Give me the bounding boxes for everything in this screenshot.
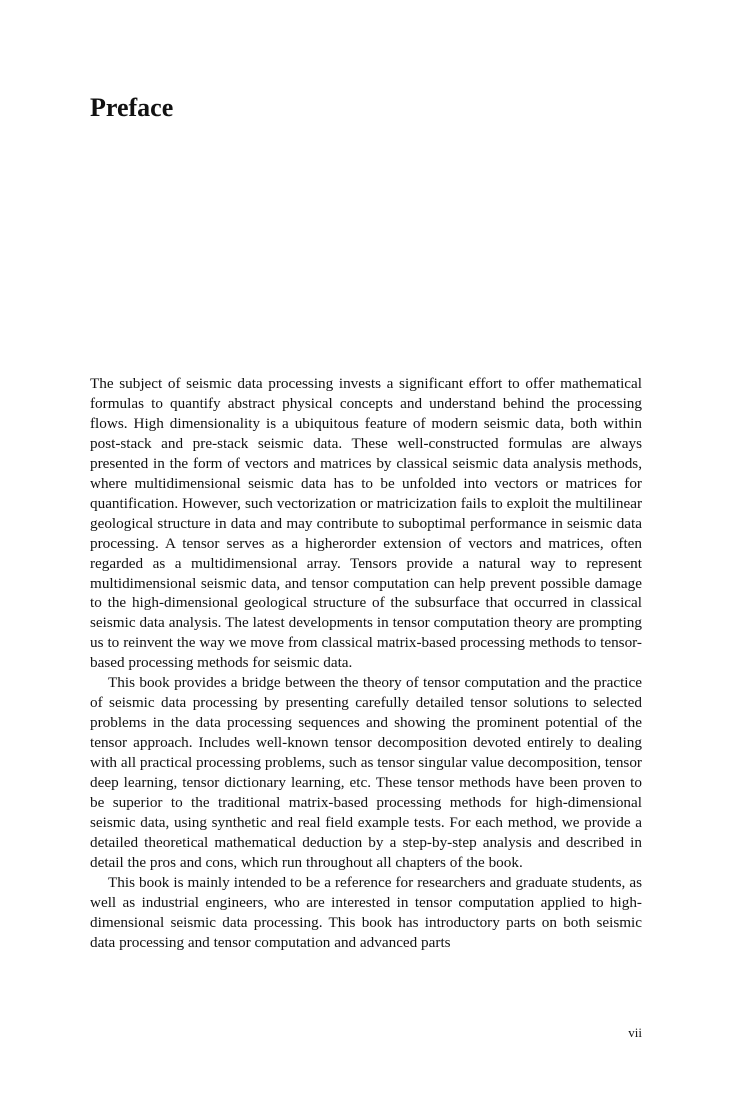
page-number: vii (628, 1025, 642, 1040)
paragraph: The subject of seismic data processing invests a significant effort to offer mathematical formulas to quantify abstract physical concepts and understand behind the processing flows. High dimensionality is a ubiquitous feature of modern seismic data, both within post-stack and pre-stack seismic data. These well-constructed formulas are always presented in the form of vectors and matrices by classical seismic data analysis methods, where multidimensional seismic data has to be unfolded into vectors or matrices for quantification. However, such vectorization or matricization fails to exploit the multilinear geological structure in data and may contribute to suboptimal performance in seismic data processing. A tensor serves as a higherorder extension of vectors and matrices, often regarded as a multidimensional array. Tensors provide a natural way to represent multidimensional seismic data, and tensor computation can help prevent possible damage to the high-dimensional geological structure of the subsurface that occurred in classical seismic data analysis. The latest developments in tensor computation theory are prompting us to reinvent the way we move from classical matrix-based processing methods to tensor-based processing methods for seismic data. (90, 375, 642, 672)
paragraph: This book provides a bridge between the theory of tensor computation and the practice of seismic data processing by presenting carefully detailed tensor solutions to selected problems in the data processing sequences and showing the prominent potential of the tensor approach. Includes well-known tensor decomposition devoted entirely to dealing with all practical processing problems, such as tensor singular value decomposition, tensor deep learning, tensor dictionary learning, etc. These tensor methods have been proven to be superior to the traditional matrix-based processing methods for high-dimensional seismic data, using synthetic and real field example tests. For each method, we provide a detailed theoretical mathematical deduction by a step-by-step analysis and described in detail the pros and cons, which run throughout all chapters of the book. (90, 674, 642, 871)
paragraph: This book is mainly intended to be a reference for researchers and graduate students, as well as industrial engineers, who are interested in tensor computation applied to high-dimensional seismic data processing. This book has introductory parts on both seismic data processing and tensor computation and advanced parts (90, 873, 642, 951)
preface-body (90, 374, 642, 953)
page-title: Preface (90, 93, 174, 122)
